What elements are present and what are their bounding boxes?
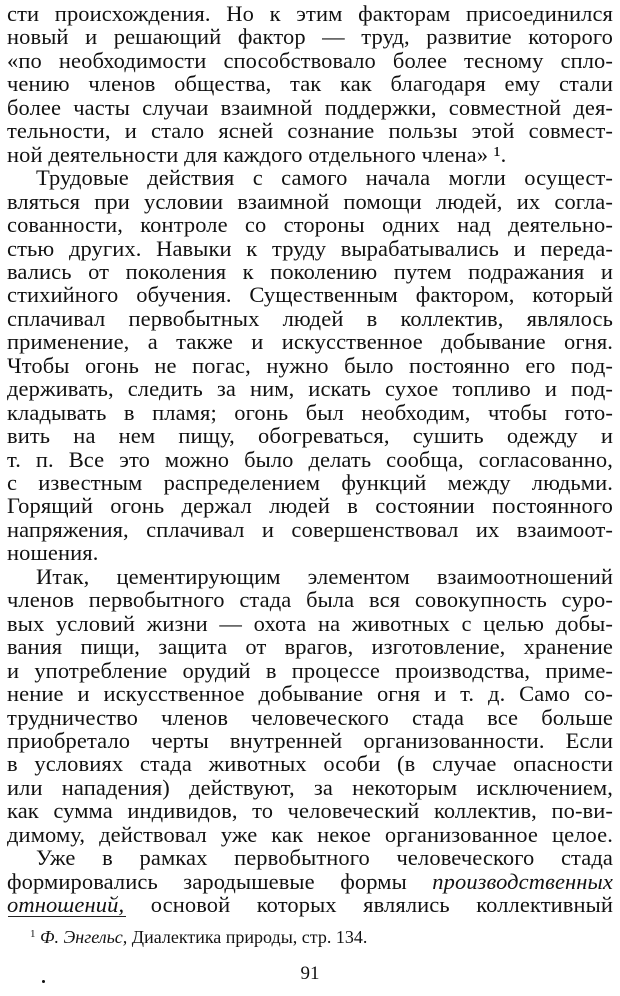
text-span: основой которых являлись коллективный: [124, 892, 613, 918]
footnote-text: Диалектика природы, стр. 134.: [127, 927, 368, 947]
text-line: Уже в рамках первобытного человеческого стада: [36, 845, 613, 871]
text-line: как сумма индивидов, то человеческий коллектив, по-ви-: [7, 798, 613, 824]
text-line: [7, 869, 613, 895]
text-line: димому, действовал уже как некое организованное целое.: [7, 821, 613, 847]
text-line: вить на нем пищу, обогреваться, сушить одежду и: [7, 423, 613, 449]
text-line: ной деятельности для каждого отдельного члена» ¹.: [7, 141, 507, 167]
text-line: чению членов общества, так как благодаря ему стали: [7, 71, 613, 97]
text-line: Трудовые действия с самого начала могли осущест-: [36, 165, 613, 191]
text-line: применение, а также и искусственное добывание огня.: [7, 329, 613, 355]
text-line: т. п. Все это можно было делать сообща, согласованно,: [7, 446, 613, 472]
text-line: приобретало черты внутренней организованности. Если: [7, 727, 613, 753]
text-span: формировались зародышевые формы: [7, 868, 433, 894]
text-line: вляться при условии взаимной помощи людей, их согла-: [7, 188, 613, 214]
text-line: напряжения, сплачивал и совершенствовал их взаимоот-: [7, 516, 613, 542]
text-line: нение и искусственное добывание огня и т. д. Само со-: [7, 681, 613, 707]
text-line: Чтобы огонь не погас, нужно было постоянно его под-: [7, 352, 613, 378]
footnote-rule: [8, 916, 126, 917]
text-line: Горящий огонь держал людей в состоянии постоянного: [7, 493, 613, 519]
print-speck: [42, 980, 45, 983]
text-line: сованности, контроле со стороны одних над деятельно-: [7, 212, 613, 238]
text-line: трудничество членов человеческого стада все больше: [7, 704, 613, 730]
footnote: [30, 922, 367, 949]
text-line: вых условий жизни — охота на животных с целью добы-: [7, 610, 613, 636]
footnote-author: Ф. Энгельс,: [40, 927, 128, 947]
text-line: более часты случаи взаимной поддержки, совместной дея-: [7, 94, 613, 120]
page-number: 91: [300, 963, 320, 984]
text-line: в условиях стада животных особи (в случае опасности: [7, 751, 613, 777]
text-line: «по необходимости способствовало более тесному спло-: [7, 47, 613, 73]
text-line: держивать, следить за ним, искать сухое топливо и под-: [7, 376, 613, 402]
text-line: сти происхождения. Но к этим факторам присоединился: [7, 1, 613, 26]
text-line: кладывать в пламя; огонь был необходим, чтобы гото-: [7, 399, 613, 425]
text-line: ношения.: [7, 540, 99, 566]
footnote-mark: 1: [30, 928, 36, 940]
italic-term: отношений,: [7, 892, 125, 918]
text-line: тельности, и стало ясней сознание пользы этой совмест-: [7, 118, 613, 144]
text-line: стью других. Навыки к труду вырабатывались и переда-: [7, 235, 613, 261]
text-line: [7, 892, 613, 918]
text-line: с известным распределением функций между людьми.: [7, 470, 613, 495]
text-line: стихийного обучения. Существенным фактором, который: [7, 282, 613, 308]
text-line: или нападения) действуют, за некоторым исключением,: [7, 774, 613, 800]
text-line: сплачивал первобытных людей в коллектив, являлось: [7, 305, 613, 331]
text-line: и употребление орудий в процессе производства, приме-: [7, 657, 613, 683]
italic-term: производственных: [432, 868, 613, 894]
text-line: новый и решающий фактор — труд, развитие которого: [7, 24, 613, 50]
text-line: вались от поколения к поколению путем подражания и: [7, 258, 613, 284]
text-line: членов первобытного стада была вся совокупность суро-: [7, 587, 613, 613]
text-line: Итак, цементирующим элементом взаимоотношений: [36, 563, 613, 589]
text-line: вания пищи, защита от врагов, изготовление, хранение: [7, 634, 613, 660]
